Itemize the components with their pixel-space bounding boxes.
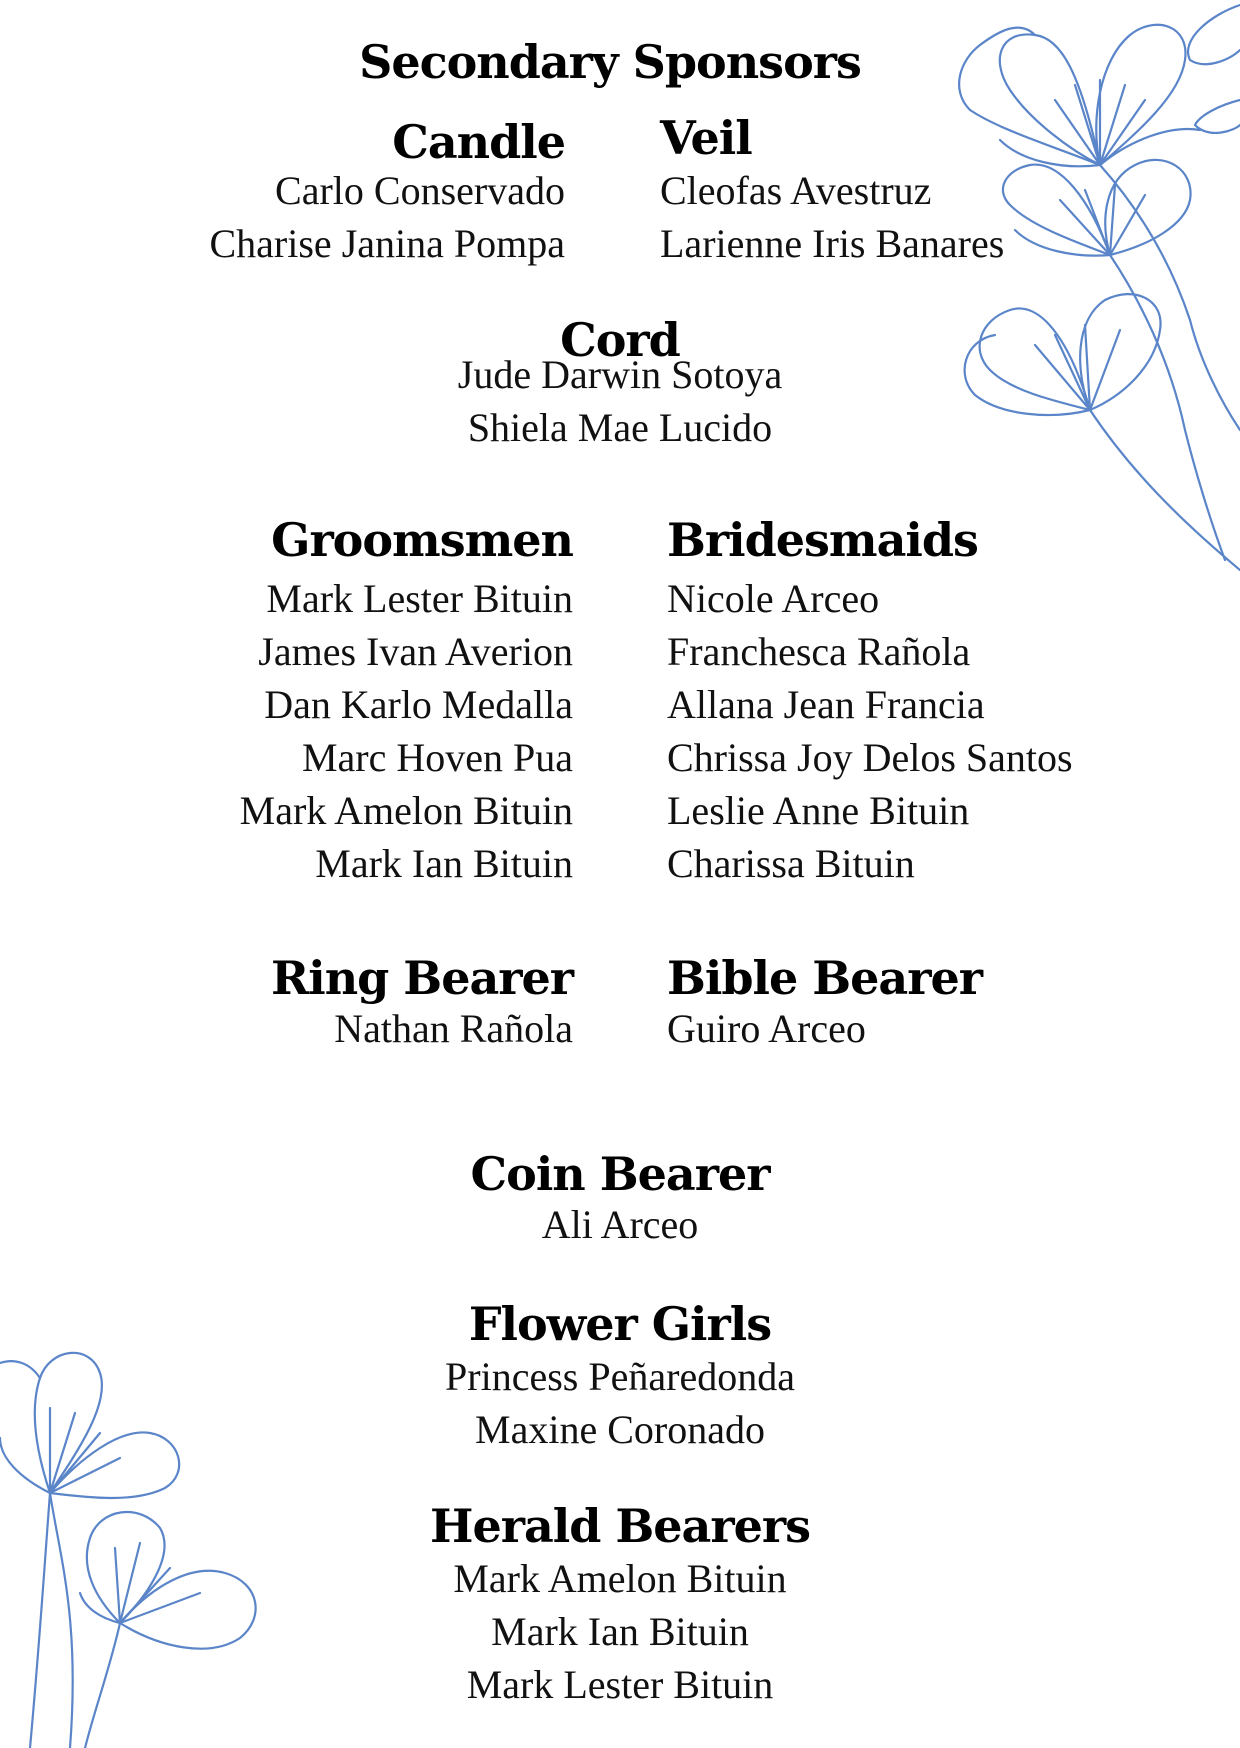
ring-bearer-heading: Ring Bearer [270, 951, 573, 1005]
bridesmaids-heading: Bridesmaids [667, 513, 978, 567]
list-item: Larienne Iris Banares [660, 221, 1005, 266]
coin-bearer-list [370, 1198, 870, 1251]
cord-heading: Cord [560, 313, 680, 367]
candle-list [210, 164, 566, 270]
list-item: Franchesca Rañola [667, 629, 971, 674]
list-item: Mark Lester Bituin [466, 1662, 774, 1707]
list-item: Chrissa Joy Delos Santos [667, 735, 1073, 780]
list-item: Cleofas Avestruz [660, 168, 932, 213]
flower-girls-heading: Flower Girls [468, 1297, 772, 1351]
list-item: Mark Lester Bituin [266, 576, 573, 621]
list-item: Marc Hoven Pua [301, 735, 573, 780]
bible-bearer-heading: Bible Bearer [667, 951, 982, 1005]
list-item: Ali Arceo [541, 1202, 699, 1247]
coin-bearer-heading: Coin Bearer [470, 1147, 770, 1201]
list-item: Allana Jean Francia [667, 682, 985, 727]
list-item: Dan Karlo Medalla [264, 682, 573, 727]
list-item: Charissa Bituin [667, 841, 915, 886]
flower-girls-list [370, 1350, 870, 1456]
poppy-flower-icon [940, 0, 1240, 580]
list-item: Nathan Rañola [334, 1006, 573, 1051]
bridesmaids-list [667, 572, 1073, 890]
cord-list [370, 348, 870, 454]
list-item: Jude Darwin Sotoya [457, 352, 783, 397]
list-item: Maxine Coronado [475, 1407, 765, 1452]
list-item: Mark Ian Bituin [491, 1609, 749, 1654]
page-title: Secondary Sponsors [359, 35, 861, 89]
list-item: Princess Peñaredonda [445, 1354, 795, 1399]
list-item: Shiela Mae Lucido [467, 405, 773, 450]
list-item: Guiro Arceo [667, 1006, 866, 1051]
list-item: Mark Amelon Bituin [239, 788, 573, 833]
ring-bearer-list [334, 1002, 573, 1055]
list-item: Mark Amelon Bituin [453, 1556, 787, 1601]
candle-heading: Candle [392, 115, 565, 169]
bible-bearer-list [667, 1002, 866, 1055]
herald-bearers-list [370, 1552, 870, 1711]
list-item: Mark Ian Bituin [315, 841, 573, 886]
list-item: Charise Janina Pompa [209, 221, 565, 266]
list-item: Nicole Arceo [667, 576, 880, 621]
groomsmen-heading: Groomsmen [271, 513, 573, 567]
poppy-flower-icon [0, 1318, 300, 1748]
list-item: Carlo Conservado [275, 168, 565, 213]
veil-list [660, 164, 1004, 270]
veil-heading: Veil [660, 111, 752, 165]
list-item: James Ivan Averion [258, 629, 573, 674]
groomsmen-list [240, 572, 573, 890]
list-item: Leslie Anne Bituin [667, 788, 970, 833]
herald-bearers-heading: Herald Bearers [429, 1499, 810, 1553]
